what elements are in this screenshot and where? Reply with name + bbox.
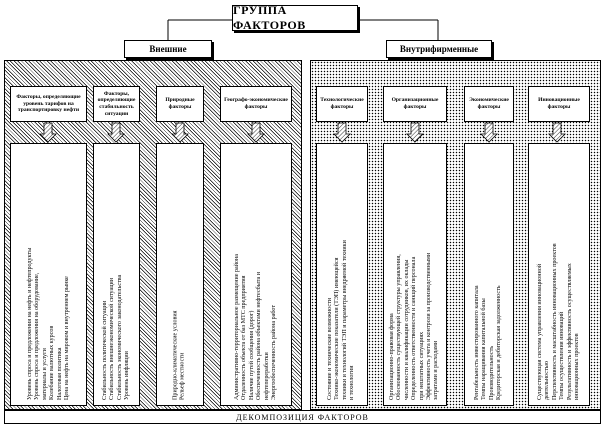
category-label: Факторы, определяющие стабильность ситуации [97,90,136,117]
list-innovation-factors [528,143,590,406]
decomposition-bar [4,410,601,424]
list-natural-factors [156,143,204,406]
category-label: Географо-экономические факторы [224,97,288,110]
list-text: Рентабельность инвестированного капитала Темпы наращивания капитальной базы Производительность Кредиторская и дебиторская задолженность [474,284,503,400]
list-stability-factors [93,143,140,406]
list-text: Стабильность политической ситуации Стабильность внешнеэкономической ситуации Стабильность экономического законодательства Уровень инфляции [101,274,130,400]
category-label: Экономические факторы [469,97,509,110]
arrow-icon [40,123,565,142]
list-organizational-factors [383,143,447,406]
category-label: Инновационные факторы [538,97,580,110]
category-label: Факторы, определяющие уровень тарифов на транспортировку нефти [16,94,81,114]
list-geo-economic-factors [220,143,292,406]
external-group-label: Внешние [149,44,187,54]
list-tariff-factors [10,143,87,406]
list-technological-factors [316,143,368,406]
list-text: Состояние и технические возможности Технико-экономические показатели (ТЭП) имеющейся техники и технологий ТЭП и параметры внедряемой техники и технологии [327,239,356,400]
list-text: Существующая система управления инновационной деятельностью Перспективность и масштабность инновационных проектов Темпы осуществления инноваций Результативность и эффективность осуществляемых инновационных проектов [536,242,580,400]
list-text: Организационно-правовая форма Обоснованность существующей структуры управления, численности и квалификации сотрудников, их оклады Определенность ответственности и санкций персонала при нештатных ситуациях Эффективность учета и контроля за производственными затратами и расходами [389,252,440,400]
category-label: Организационные факторы [391,97,439,110]
list-text: Уровень спроса и предложения на нефть и нефтепродукты Уровень спроса и предложения на оборудование, материалы и услуги Колебание валютных курсов Налоговая политика Цена на нефть на мировом и внутреннем рынке [26,247,70,400]
list-text: Природно-климатические условия Рельеф местности [172,310,186,400]
category-label: Технологические факторы [320,97,364,110]
list-economic-factors [464,143,514,406]
decomposition-label: ДЕКОМПОЗИЦИЯ ФАКТОРОВ [236,412,369,422]
list-text: Административно-территориальное размещение района Отдаленность объекта от баз МТС предприятия Наличие путей сообщения (дорог) Обеспеченность района объектами нефтесбыта и нефтепереработки Энергообеспеченность района работ [233,253,277,400]
diagram-title: ГРУППА ФАКТОРОВ [233,3,306,32]
category-label: Природные факторы [165,97,195,110]
internal-group-label: Внутрифирменные [399,44,479,54]
